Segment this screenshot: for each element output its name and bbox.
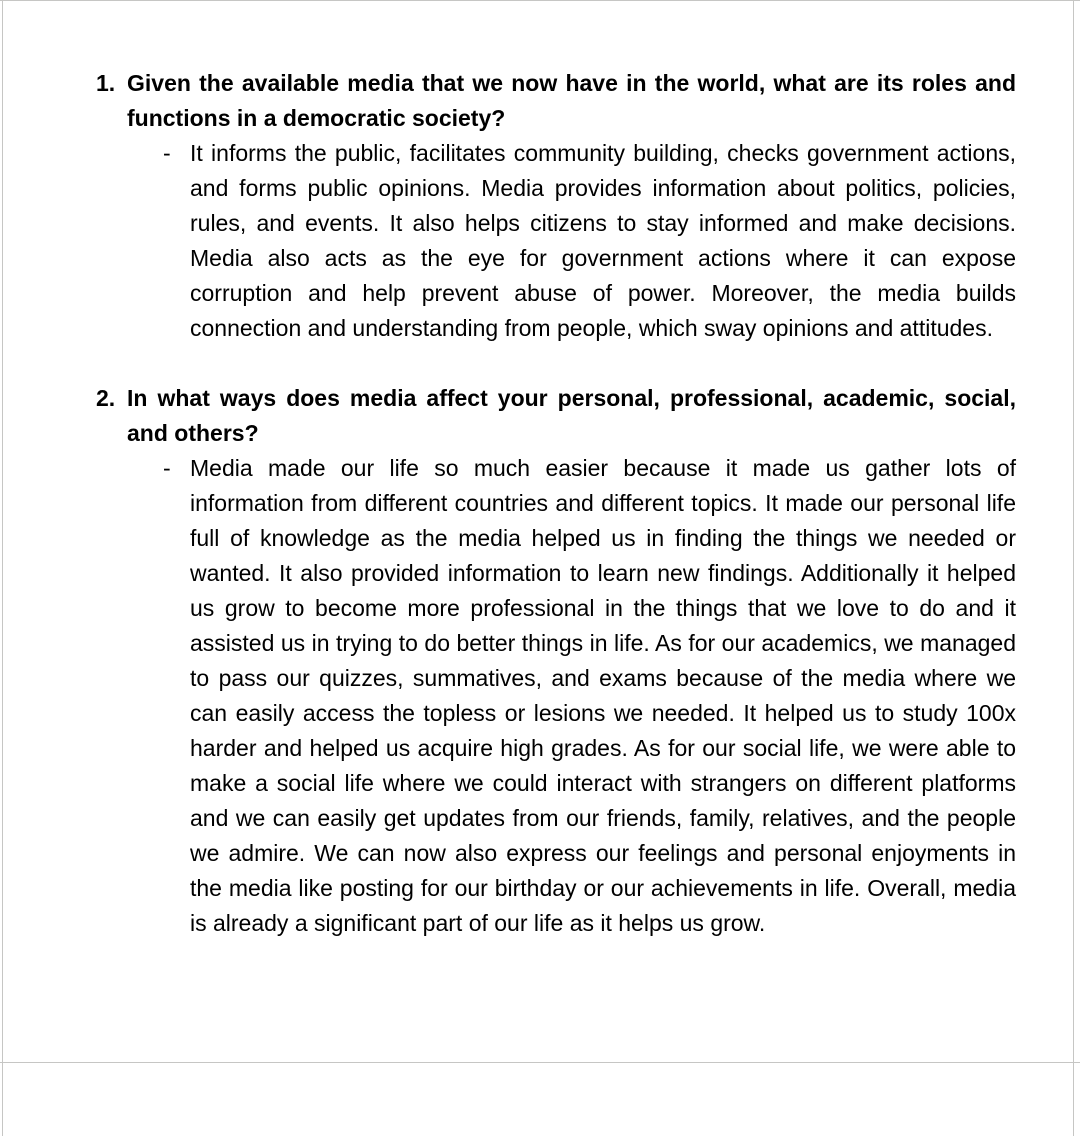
question-block-1 — [96, 66, 1016, 346]
question-2-heading — [96, 381, 1016, 451]
document-content — [96, 66, 1016, 941]
question-2-answer-row — [163, 451, 1016, 941]
question-block-2 — [96, 381, 1016, 941]
question-2-number: 2. — [96, 385, 116, 411]
question-1-heading — [96, 66, 1016, 136]
page-border-right — [1073, 0, 1074, 1136]
page-border-left — [2, 0, 3, 1136]
question-2-bullet-dash: - — [163, 455, 171, 481]
question-2-answer-text: Media made our life so much easier because it made us gather lots of information from different countries and different topics. It made our personal life full of knowledge as the media helped us in finding the things we needed or wanted. It also provided information to learn new findings. Additionally it helped us grow to become more professional in the things that we love to do and it assisted us in trying to do better things in life. As for our academics, we managed to pass our quizzes, summatives, and exams because of the media where we can easily access the topless or lesions we needed. It helped us to study 100x harder and helped us acquire high grades. As for our social life, we were able to make a social life where we could interact with strangers on different platforms and we can easily get updates from our friends, family, relatives, and the people we admire. We can now also express our feelings and personal enjoyments in the media like posting for our birthday or our achievements in life. Overall, media is already a significant part of our life as it helps us grow. — [190, 455, 1016, 936]
page-border-bottom — [0, 1062, 1080, 1063]
question-1-answer-text: It informs the public, facilitates community building, checks government actions, and forms public opinions. Media provides information about politics, policies, rules, and events. It also helps citizens to stay informed and make decisions. Media also acts as the eye for government actions where it can expose corruption and help prevent abuse of power. Moreover, the media builds connection and understanding from people, which sway opinions and attitudes. — [190, 140, 1016, 341]
question-1-bullet-dash: - — [163, 140, 171, 166]
question-2-title: In what ways does media affect your personal, professional, academic, social, and others? — [127, 385, 1016, 446]
question-1-answer-row — [163, 136, 1016, 346]
question-1-title: Given the available media that we now have in the world, what are its roles and functions in a democratic society? — [127, 70, 1016, 131]
question-1-number: 1. — [96, 70, 116, 96]
page-border-top — [0, 0, 1080, 1]
